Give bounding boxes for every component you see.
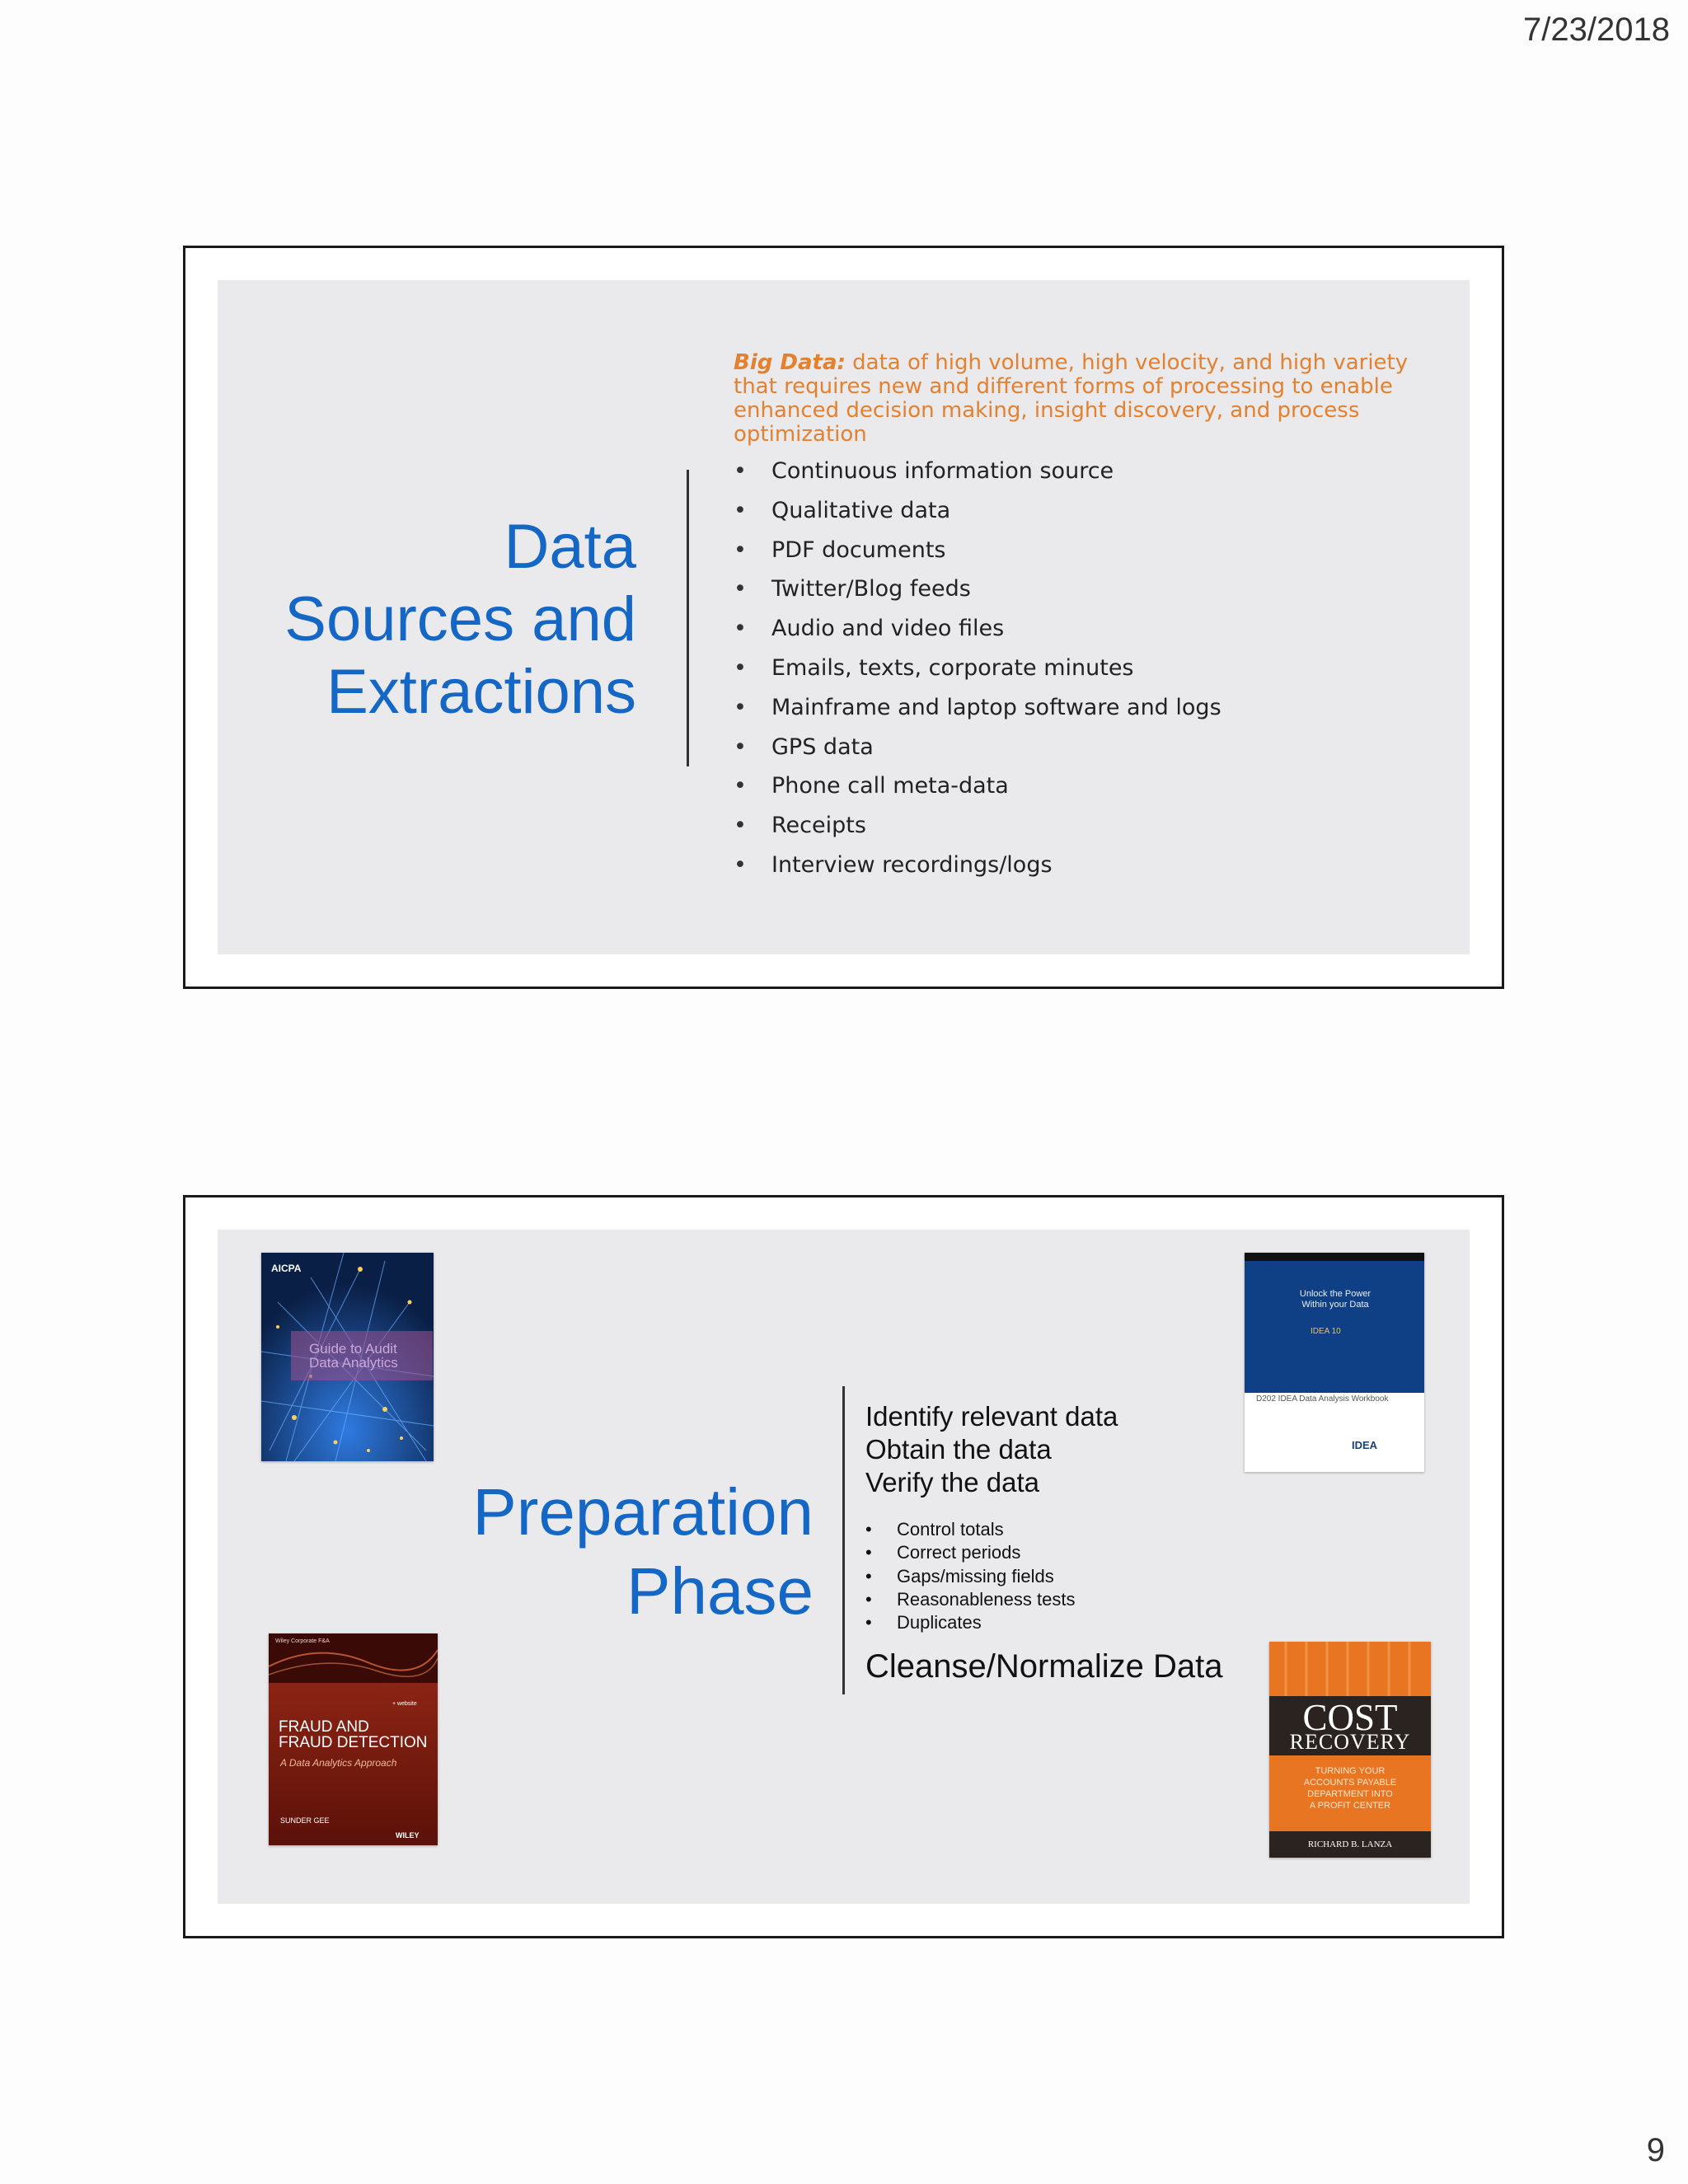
slide-2-title: [352, 1473, 814, 1631]
definition-term: Big Data:: [734, 350, 846, 375]
idea-workbook-cover: [1245, 1253, 1424, 1472]
title-line: Preparation: [472, 1475, 814, 1549]
list-item: • Continuous information source: [734, 452, 1221, 491]
slide-2-frame: [183, 1195, 1504, 1938]
slide-1: [218, 280, 1470, 954]
verify-checks-list: [865, 1518, 1075, 1634]
list-item: • Interview recordings/logs: [734, 846, 1221, 885]
step-item: Obtain the data: [865, 1434, 1052, 1465]
idea-logo: IDEA: [1352, 1439, 1378, 1451]
publisher-logo: WILEY: [396, 1831, 420, 1840]
subtitle-line: ACCOUNTS PAYABLE: [1303, 1778, 1397, 1788]
fraud-book-subtitle: A Data Analytics Approach: [280, 1757, 397, 1769]
step-item: Identify relevant data: [865, 1401, 1118, 1432]
fraud-book-title: [279, 1719, 428, 1750]
cost-recovery-book-cover: [1269, 1642, 1431, 1858]
subtitle-line: TURNING YOUR: [1315, 1766, 1386, 1776]
list-item: • Correct periods: [865, 1541, 1075, 1564]
list-item: • Qualitative data: [734, 491, 1221, 531]
title-line: Guide to Audit: [309, 1341, 397, 1357]
website-badge: + website: [392, 1701, 417, 1707]
list-item: • Phone call meta-data: [734, 766, 1221, 806]
list-item: • Gaps/missing fields: [865, 1565, 1075, 1588]
list-item: • Reasonableness tests: [865, 1588, 1075, 1611]
title-line: FRAUD AND: [279, 1718, 369, 1736]
subtitle-line: A PROFIT CENTER: [1309, 1801, 1391, 1811]
divider-line: [687, 470, 689, 766]
series-label: Wiley Corporate F&A: [275, 1638, 330, 1644]
definition-text: data of high volume, high velocity, and high variety that requires new and different forms of processing to enable enhanced decision making, insight discovery, and process optimization: [734, 350, 1409, 447]
list-item: • Emails, texts, corporate minutes: [734, 649, 1221, 688]
title-line: Phase: [626, 1554, 814, 1628]
data-sources-list: [734, 452, 1221, 885]
tagline-line: Within your Data: [1301, 1300, 1369, 1310]
subtitle-line: DEPARTMENT INTO: [1307, 1789, 1393, 1799]
idea-subtitle: D202 IDEA Data Analysis Workbook: [1256, 1394, 1389, 1404]
title-line: Extractions: [326, 657, 636, 727]
cost-book-title-2: RECOVERY: [1289, 1730, 1411, 1754]
list-item: • Mainframe and laptop software and logs: [734, 688, 1221, 728]
cost-book-subtitle: [1269, 1765, 1431, 1811]
title-line: Sources and: [284, 584, 636, 654]
page-date: 7/23/2018: [1523, 12, 1670, 48]
big-data-definition: [734, 351, 1409, 447]
title-line: Data: [504, 512, 636, 582]
list-item: • Control totals: [865, 1518, 1075, 1541]
fraud-book-cover: [269, 1633, 438, 1845]
list-item: • PDF documents: [734, 531, 1221, 570]
cost-book-author: RICHARD B. LANZA: [1307, 1840, 1393, 1849]
slide-1-frame: [183, 246, 1504, 989]
page-number: 9: [1646, 2132, 1665, 2168]
fraud-book-author: SUNDER GEE: [280, 1816, 330, 1825]
divider-line: [842, 1386, 845, 1694]
step-item: Verify the data: [865, 1467, 1039, 1497]
list-item: • Twitter/Blog feeds: [734, 569, 1221, 609]
slide-2: [218, 1230, 1470, 1904]
title-line: Data Analytics: [309, 1355, 398, 1371]
cleanse-step: Cleanse/Normalize Data: [865, 1648, 1223, 1685]
aicpa-book-cover: [261, 1253, 434, 1461]
aicpa-book-title: [309, 1342, 398, 1370]
idea-edition: IDEA 10: [1311, 1327, 1341, 1336]
cover-band: [1245, 1253, 1424, 1393]
list-item: • GPS data: [734, 728, 1221, 767]
list-item: • Duplicates: [865, 1611, 1075, 1634]
slide-1-title: [241, 511, 636, 729]
preparation-steps: [865, 1400, 1118, 1499]
aicpa-logo: AICPA: [271, 1263, 302, 1274]
cost-book-title: COST: [1302, 1697, 1398, 1738]
idea-tagline: [1278, 1289, 1393, 1310]
list-item: • Audio and video files: [734, 609, 1221, 649]
tagline-line: Unlock the Power: [1299, 1289, 1372, 1299]
title-line: FRAUD DETECTION: [279, 1734, 428, 1751]
list-item: • Receipts: [734, 806, 1221, 846]
